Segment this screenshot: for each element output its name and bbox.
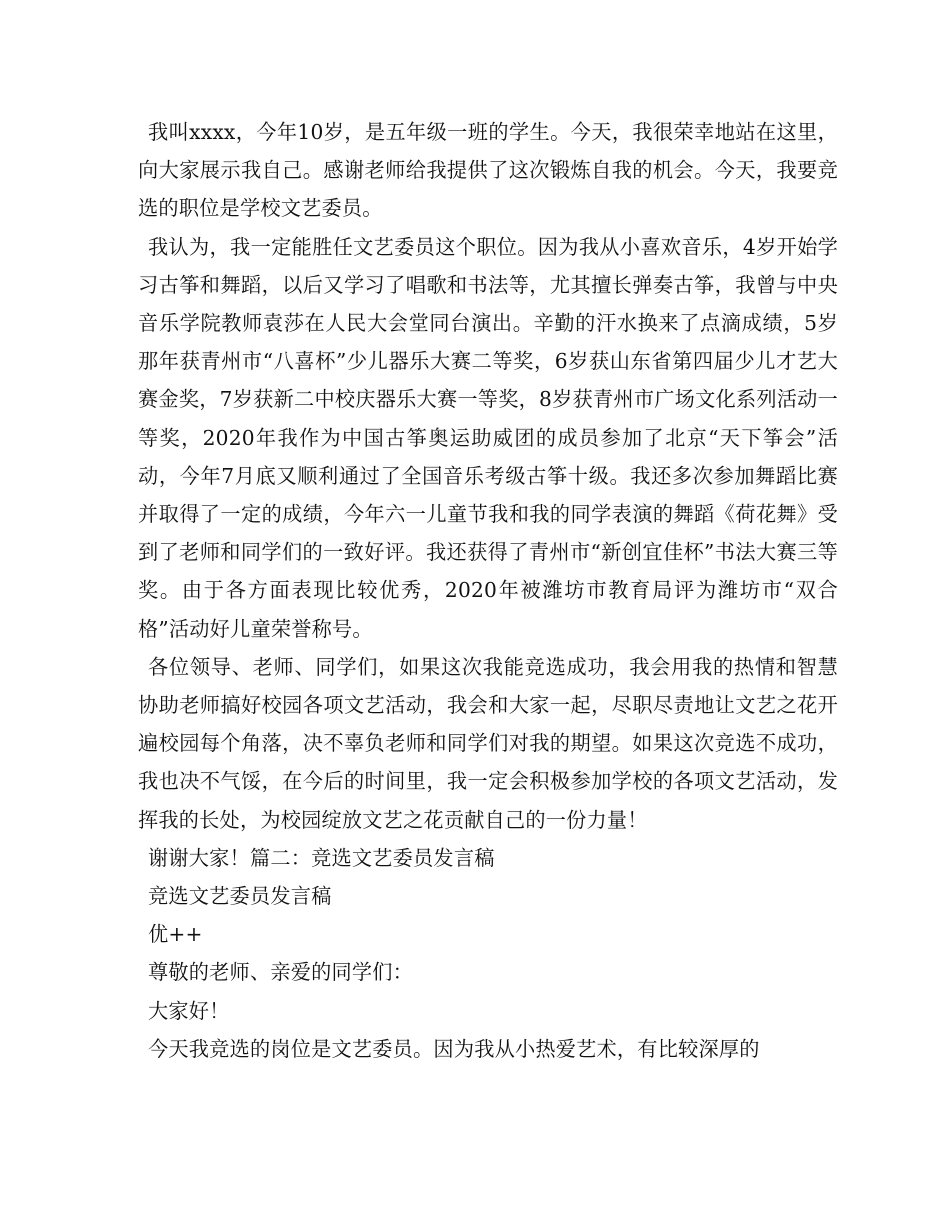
paragraph-introduction: 我叫xxxx，今年10岁，是五年级一班的学生。今天，我很荣幸地站在这里，向大家展示我自己。感谢老师给我提供了这次锻炼自我的机会。今天，我要竞选的职位是学校文艺委员。 — [138, 120, 838, 221]
rating-line: 优++ — [148, 922, 203, 947]
paragraph-qualifications: 我认为，我一定能胜任文艺委员这个职位。因为我从小喜欢音乐，4岁开始学习古筝和舞蹈，以后又学习了唱歌和书法等，尤其擅长弹奏古筝，我曾与中央音乐学院教师袁莎在人民大会堂同台演出。辛勤的汗水换来了点滴成绩，5岁那年获青州市“八喜杯”少儿器乐大赛二等奖，6岁获山东省第四届少儿才艺大赛金奖，7岁获新二中校庆器乐大赛一等奖，8岁获青州市广场文化系列活动一等奖，2020年我作为中国古筝奥运助威团的成员参加了北京“天下筝会”活动，今年7月底又顺利通过了全国音乐考级古筝十级。我还多次参加舞蹈比赛并取得了一定的成绩，今年六一儿童节我和我的同学表演的舞蹈《荷花舞》受到了老师和同学们的一致好评。我还获得了青州市“新创宜佳杯”书法大赛三等奖。由于各方面表现比较优秀，2020年被潍坊市教育局评为潍坊市“双合格”活动好儿童荣誉称号。 — [138, 234, 838, 641]
section-title: 竞选文艺委员发言稿 — [148, 884, 332, 909]
closing-line: 谢谢大家！篇二：竞选文艺委员发言稿 — [148, 845, 495, 870]
document-body — [138, 113, 838, 1068]
greeting-line: 大家好！ — [148, 998, 230, 1023]
paragraph-opening: 今天我竞选的岗位是文艺委员。因为我从小热爱艺术，有比较深厚的 — [148, 1036, 760, 1061]
paragraph-commitment: 各位领导、老师、同学们，如果这次我能竞选成功，我会用我的热情和智慧协助老师搞好校园各项文艺活动，我会和大家一起，尽职尽责地让文艺之花开遍校园每个角落，决不辜负老师和同学们对我的期望。如果这次竞选不成功，我也决不气馁，在今后的时间里，我一定会积极参加学校的各项文艺活动，发挥我的长处，为校园绽放文艺之花贡献自己的一份力量！ — [138, 654, 838, 832]
salutation-line: 尊敬的老师、亲爱的同学们： — [148, 960, 414, 985]
